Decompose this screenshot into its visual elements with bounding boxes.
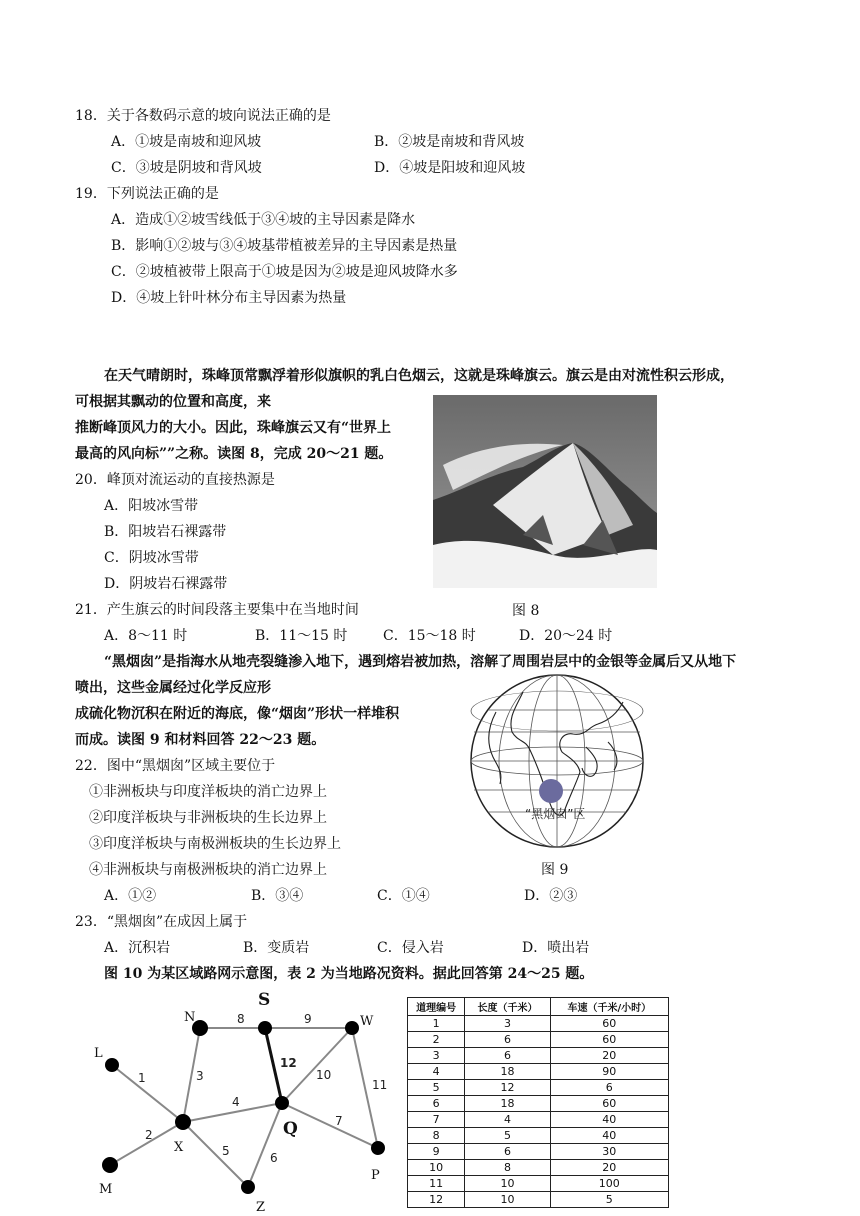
cell-road-id: 9 (408, 1144, 465, 1160)
node-label-M: M (99, 1182, 113, 1197)
table-row (408, 1016, 669, 1032)
cell-length: 12 (465, 1080, 550, 1096)
everest-photo (433, 395, 657, 588)
cell-road-id: 2 (408, 1032, 465, 1048)
edge-label-8: 8 (237, 1012, 245, 1026)
node-label-N: N (184, 1010, 196, 1025)
node-label-Z: Z (256, 1200, 266, 1215)
edge-label-4: 4 (232, 1095, 240, 1109)
table-row (408, 1192, 669, 1208)
header-road-id: 道理编号 (408, 998, 465, 1016)
figure-8-caption: 图 8 (512, 603, 540, 619)
cell-speed: 30 (550, 1144, 668, 1160)
edge-label-12: 12 (280, 1056, 297, 1070)
q23-option-c: C．侵入岩 (377, 940, 444, 956)
road-condition-table (407, 997, 669, 1208)
cell-length: 10 (465, 1192, 550, 1208)
cell-length: 3 (465, 1016, 550, 1032)
cell-road-id: 5 (408, 1080, 465, 1096)
passage1-line3: 推断峰顶风力的大小。因此，珠峰旗云又有“世界上 (75, 420, 392, 436)
header-speed: 车速（千米/小时） (550, 998, 668, 1016)
q22-option-a: A．①② (104, 888, 157, 904)
table-row (408, 1048, 669, 1064)
edge-label-5: 5 (222, 1144, 230, 1158)
node-W (345, 1021, 359, 1035)
q20-option-a: A．阳坡冰雪带 (104, 498, 199, 514)
cell-speed: 60 (550, 1032, 668, 1048)
q21-stem: 21．产生旗云的时间段落主要集中在当地时间 (75, 602, 359, 618)
node-label-X: X (174, 1140, 184, 1155)
cell-length: 18 (465, 1064, 550, 1080)
passage1-line2: 可根据其飘动的位置和高度，来 (75, 394, 271, 410)
table-row (408, 1096, 669, 1112)
q18-option-b: B．②坡是南坡和背风坡 (374, 134, 525, 150)
table-row (408, 1144, 669, 1160)
cell-speed: 20 (550, 1160, 668, 1176)
edge-label-3: 3 (196, 1069, 204, 1083)
q18-stem: 18．关于各数码示意的坡向说法正确的是 (75, 108, 331, 124)
cell-speed: 6 (550, 1080, 668, 1096)
q22-option-d: D．②③ (524, 888, 578, 904)
q20-option-b: B．阳坡岩石裸露带 (104, 524, 227, 540)
edge-label-7: 7 (335, 1114, 343, 1128)
edge-label-2: 2 (145, 1128, 153, 1142)
q18-option-d: D．④坡是阳坡和迎风坡 (374, 160, 526, 176)
q22-option-b: B．③④ (251, 888, 304, 904)
q19-stem: 19．下列说法正确的是 (75, 186, 219, 202)
road-6 (248, 1103, 282, 1187)
q22-item-1: ①非洲板块与印度洋板块的消亡边界上 (89, 784, 327, 800)
cell-road-id: 10 (408, 1160, 465, 1176)
edge-label-11: 11 (372, 1078, 388, 1092)
table-row (408, 1064, 669, 1080)
cell-length: 6 (465, 1032, 550, 1048)
cell-length: 10 (465, 1176, 550, 1192)
cell-length: 5 (465, 1128, 550, 1144)
cell-speed: 40 (550, 1128, 668, 1144)
q20-option-d: D．阴坡岩石裸露带 (104, 576, 228, 592)
q21-option-c: C．15～18 时 (383, 628, 476, 644)
edge-label-10: 10 (316, 1068, 332, 1082)
passage2-line2: 喷出，这些金属经过化学反应形 (75, 680, 271, 696)
passage1-line4: 最高的风向标””之称。读图 8，完成 20～21 题。 (75, 446, 393, 462)
cell-road-id: 8 (408, 1128, 465, 1144)
q22-item-2: ②印度洋板块与非洲板块的生长边界上 (89, 810, 327, 826)
table-body (408, 1016, 669, 1208)
q20-option-c: C．阴坡冰雪带 (104, 550, 199, 566)
node-label-Q: Q (283, 1119, 298, 1139)
road-5 (183, 1122, 248, 1187)
cell-length: 18 (465, 1096, 550, 1112)
table-row (408, 1160, 669, 1176)
black-chimney-marker (539, 779, 563, 803)
cell-speed: 5 (550, 1192, 668, 1208)
cell-speed: 40 (550, 1112, 668, 1128)
cell-speed: 60 (550, 1016, 668, 1032)
figure-9-caption: 图 9 (541, 862, 569, 878)
edge-label-1: 1 (138, 1071, 146, 1085)
node-X (175, 1114, 191, 1130)
cell-length: 6 (465, 1144, 550, 1160)
q21-option-d: D．20～24 时 (519, 628, 613, 644)
q23-stem: 23．“黑烟囱”在成因上属于 (75, 914, 248, 930)
road-1 (112, 1065, 183, 1122)
cell-road-id: 11 (408, 1176, 465, 1192)
table-row (408, 1128, 669, 1144)
cell-road-id: 1 (408, 1016, 465, 1032)
road-network-diagram (90, 985, 400, 1215)
cell-speed: 90 (550, 1064, 668, 1080)
node-label-P: P (371, 1168, 380, 1183)
node-label-W: W (360, 1014, 374, 1029)
q23-option-a: A．沉积岩 (104, 940, 171, 956)
q22-option-c: C．①④ (377, 888, 430, 904)
cell-length: 8 (465, 1160, 550, 1176)
node-label-S: S (258, 990, 271, 1010)
q21-option-b: B．11～15 时 (255, 628, 348, 644)
edge-label-9: 9 (304, 1012, 312, 1026)
q21-option-a: A．8～11 时 (104, 628, 188, 644)
q22-stem: 22．图中“黑烟囱”区域主要位于 (75, 758, 276, 774)
table-header-row (408, 998, 669, 1016)
cell-road-id: 6 (408, 1096, 465, 1112)
globe-figure (468, 672, 646, 850)
node-Q (275, 1096, 289, 1110)
header-length: 长度（千米） (465, 998, 550, 1016)
table-row (408, 1080, 669, 1096)
node-S (258, 1021, 272, 1035)
node-Z (241, 1180, 255, 1194)
table-row (408, 1112, 669, 1128)
q19-option-a: A．造成①②坡雪线低于③④坡的主导因素是降水 (111, 212, 416, 228)
cell-speed: 100 (550, 1176, 668, 1192)
q19-option-d: D．④坡上针叶林分布主导因素为热量 (111, 290, 347, 306)
q19-option-c: C．②坡植被带上限高于①坡是因为②坡是迎风坡降水多 (111, 264, 458, 280)
q18-option-c: C．③坡是阴坡和背风坡 (111, 160, 262, 176)
cell-road-id: 12 (408, 1192, 465, 1208)
node-label-L: L (94, 1046, 103, 1061)
q23-option-b: B．变质岩 (243, 940, 310, 956)
cell-road-id: 4 (408, 1064, 465, 1080)
cell-length: 4 (465, 1112, 550, 1128)
q20-stem: 20．峰顶对流运动的直接热源是 (75, 472, 275, 488)
cell-road-id: 7 (408, 1112, 465, 1128)
q19-option-b: B．影响①②坡与③④坡基带植被差异的主导因素是热量 (111, 238, 458, 254)
black-chimney-label: “黑烟囱”区 (525, 807, 586, 821)
table-row (408, 1176, 669, 1192)
table-row (408, 1032, 669, 1048)
passage2-line4: 而成。读图 9 和材料回答 22～23 题。 (75, 732, 326, 748)
edge-label-6: 6 (270, 1151, 278, 1165)
cell-speed: 20 (550, 1048, 668, 1064)
node-L (105, 1058, 119, 1072)
q18-option-a: A．①坡是南坡和迎风坡 (111, 134, 262, 150)
passage1-line1: 在天气晴朗时，珠峰顶常飘浮着形似旗帜的乳白色烟云，这就是珠峰旗云。旗云是由对流性积云形成， (104, 368, 734, 384)
q22-item-4: ④非洲板块与南极洲板块的消亡边界上 (89, 862, 327, 878)
passage2-line3: 成硫化物沉积在附近的海底，像“烟囱”形状一样堆积 (75, 706, 400, 722)
passage2-line1: “黑烟囱”是指海水从地壳裂缝渗入地下，遇到熔岩被加热，溶解了周围岩层中的金银等金属后又从地下 (104, 654, 737, 670)
cell-length: 6 (465, 1048, 550, 1064)
cell-road-id: 3 (408, 1048, 465, 1064)
cell-speed: 60 (550, 1096, 668, 1112)
q23-option-d: D．喷出岩 (522, 940, 590, 956)
node-P (371, 1141, 385, 1155)
passage3: 图 10 为某区域路网示意图，表 2 为当地路况资料。据此回答第 24～25 题。 (104, 966, 594, 982)
q22-item-3: ③印度洋板块与南极洲板块的生长边界上 (89, 836, 341, 852)
node-M (102, 1157, 118, 1173)
